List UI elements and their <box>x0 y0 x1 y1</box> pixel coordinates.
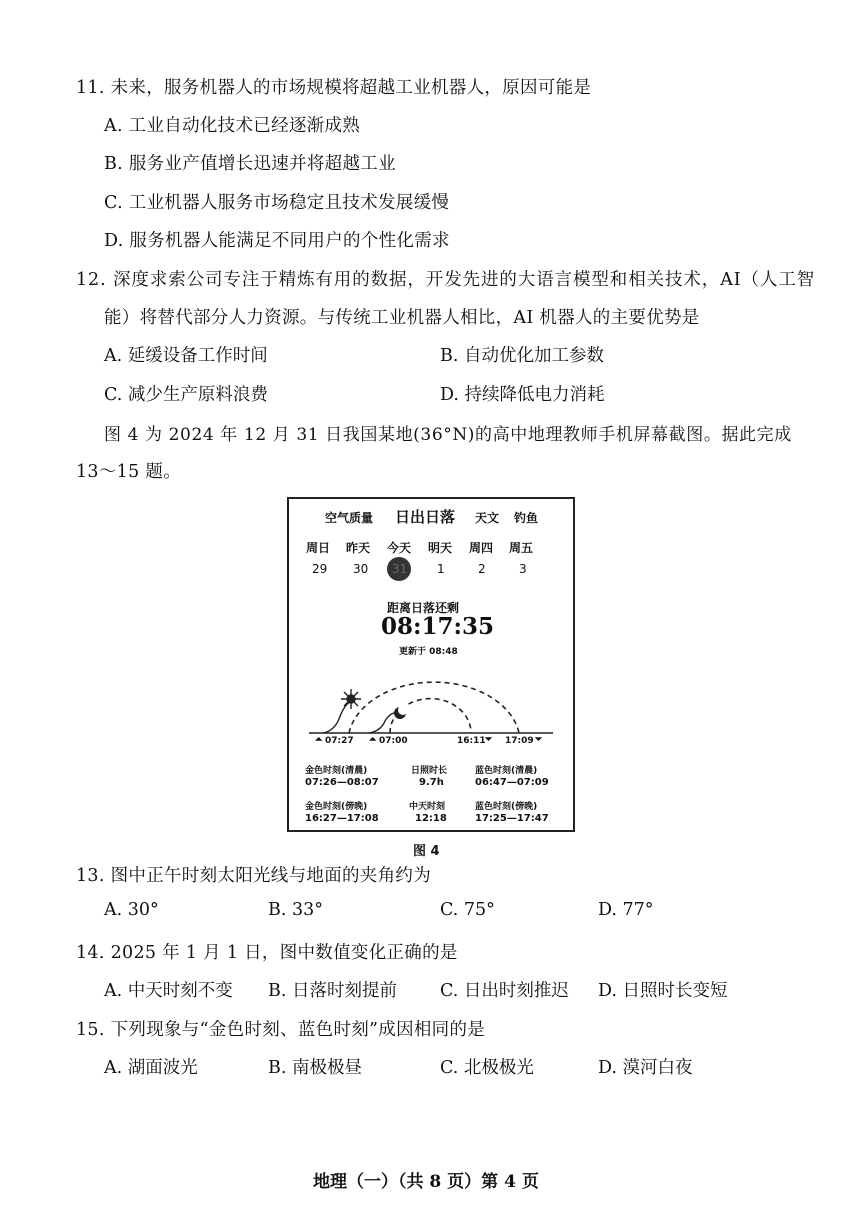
stat-value-blue-morning: 06:47—07:09 <box>475 777 549 788</box>
q14-option-a: A. 中天时刻不变 <box>104 981 233 1001</box>
tab-astronomy: 天文 <box>475 511 500 525</box>
sun-icon <box>341 689 361 709</box>
q13-option-b: B. 33° <box>268 900 324 920</box>
q11-option-d: D. 服务机器人能满足不同用户的个性化需求 <box>104 231 450 251</box>
moonrise-time: 07:00 <box>379 736 408 746</box>
sunset-icon: ⏷ <box>535 735 543 745</box>
q12-option-a: A. 延缓设备工作时间 <box>104 346 268 366</box>
day-today: 今天 <box>387 541 412 555</box>
date-30: 30 <box>353 562 369 576</box>
sunrise-icon: ⏶ <box>315 735 323 745</box>
stat-label-blue-evening: 蓝色时刻(傍晚) <box>475 802 538 812</box>
stat-label-golden-evening: 金色时刻(傍晚) <box>305 802 368 812</box>
figure-phone-screenshot <box>287 497 575 832</box>
q15-option-b: B. 南极极昼 <box>268 1058 362 1078</box>
moon-icon <box>394 705 408 719</box>
moon-rise-path <box>369 713 399 733</box>
q11-stem: 11. 未来，服务机器人的市场规模将超越工业机器人，原因可能是 <box>76 78 592 98</box>
q12-option-b: B. 自动优化加工参数 <box>440 346 604 366</box>
moonset-time: 16:11 <box>457 736 486 746</box>
q14-option-d: D. 日照时长变短 <box>598 981 728 1001</box>
q13-option-c: C. 75° <box>440 900 495 920</box>
tab-air-quality: 空气质量 <box>325 511 374 525</box>
date-1: 1 <box>437 562 445 576</box>
page-footer: 地理（一）（共 8 页）第 4 页 <box>313 1172 539 1192</box>
figure-caption: 图 4 <box>413 844 440 859</box>
date-31: 31 <box>392 562 408 576</box>
day-thursday: 周四 <box>469 541 494 555</box>
sun-path-arc <box>349 682 519 733</box>
date-29: 29 <box>312 562 328 576</box>
q15-stem: 15. 下列现象与“金色时刻、蓝色时刻”成因相同的是 <box>76 1020 486 1040</box>
countdown-label: 距离日落还剩 <box>387 601 460 615</box>
updated-time: 更新于 08:48 <box>399 647 458 657</box>
intro-line1: 图 4 为 2024 年 12 月 31 日我国某地(36°N)的高中地理教师手机屏幕截图。据此完成 <box>104 425 792 445</box>
q12-option-c: C. 减少生产原料浪费 <box>104 385 268 405</box>
sunrise-time: 07:27 <box>325 736 354 746</box>
q12-option-d: D. 持续降低电力消耗 <box>440 385 605 405</box>
tab-fishing: 钓鱼 <box>514 511 539 525</box>
stat-label-golden-morning: 金色时刻(清晨) <box>305 766 368 776</box>
q15-option-d: D. 漠河白夜 <box>598 1058 693 1078</box>
q11-option-a: A. 工业自动化技术已经逐渐成熟 <box>104 116 361 136</box>
stat-label-blue-morning: 蓝色时刻(清晨) <box>475 766 538 776</box>
stat-value-blue-evening: 17:25—17:47 <box>475 813 549 824</box>
date-3: 3 <box>519 562 527 576</box>
q15-option-c: C. 北极极光 <box>440 1058 534 1078</box>
q13-option-a: A. 30° <box>104 900 159 920</box>
q14-option-c: C. 日出时刻推迟 <box>440 981 569 1001</box>
moonrise-icon: ⏶ <box>369 735 377 745</box>
q14-option-b: B. 日落时刻提前 <box>268 981 397 1001</box>
q15-option-a: A. 湖面波光 <box>104 1058 198 1078</box>
day-sunday: 周日 <box>306 541 331 555</box>
q13-option-d: D. 77° <box>598 900 654 920</box>
q12-stem-line2: 能）将替代部分人力资源。与传统工业机器人相比，AI 机器人的主要优势是 <box>104 308 700 328</box>
stat-label-daylight: 日照时长 <box>411 766 448 776</box>
stat-value-transit: 12:18 <box>415 813 447 824</box>
tab-sunrise-sunset: 日出日落 <box>395 508 456 526</box>
countdown-time: 08:17:35 <box>381 613 495 640</box>
sun-rise-path <box>323 701 351 733</box>
intro-line2: 13～15 题。 <box>76 462 181 482</box>
stat-value-daylight: 9.7h <box>419 777 444 788</box>
stat-value-golden-evening: 16:27—17:08 <box>305 813 379 824</box>
q14-stem: 14. 2025 年 1 月 1 日，图中数值变化正确的是 <box>76 943 458 963</box>
q11-option-b: B. 服务业产值增长迅速并将超越工业 <box>104 154 396 174</box>
moonset-icon: ⏷ <box>485 735 493 745</box>
stat-value-golden-morning: 07:26—08:07 <box>305 777 379 788</box>
q13-stem: 13. 图中正午时刻太阳光线与地面的夹角约为 <box>76 866 431 886</box>
date-2: 2 <box>478 562 486 576</box>
day-tomorrow: 明天 <box>428 541 453 555</box>
q11-option-c: C. 工业机器人服务市场稳定且技术发展缓慢 <box>104 193 450 213</box>
day-friday: 周五 <box>509 541 534 555</box>
day-yesterday: 昨天 <box>346 541 371 555</box>
stat-label-transit: 中天时刻 <box>409 802 446 812</box>
q12-stem-line1: 12. 深度求索公司专注于精炼有用的数据，开发先进的大语言模型和相关技术，AI（人工智 <box>76 270 816 290</box>
sunset-time: 17:09 <box>505 736 534 746</box>
